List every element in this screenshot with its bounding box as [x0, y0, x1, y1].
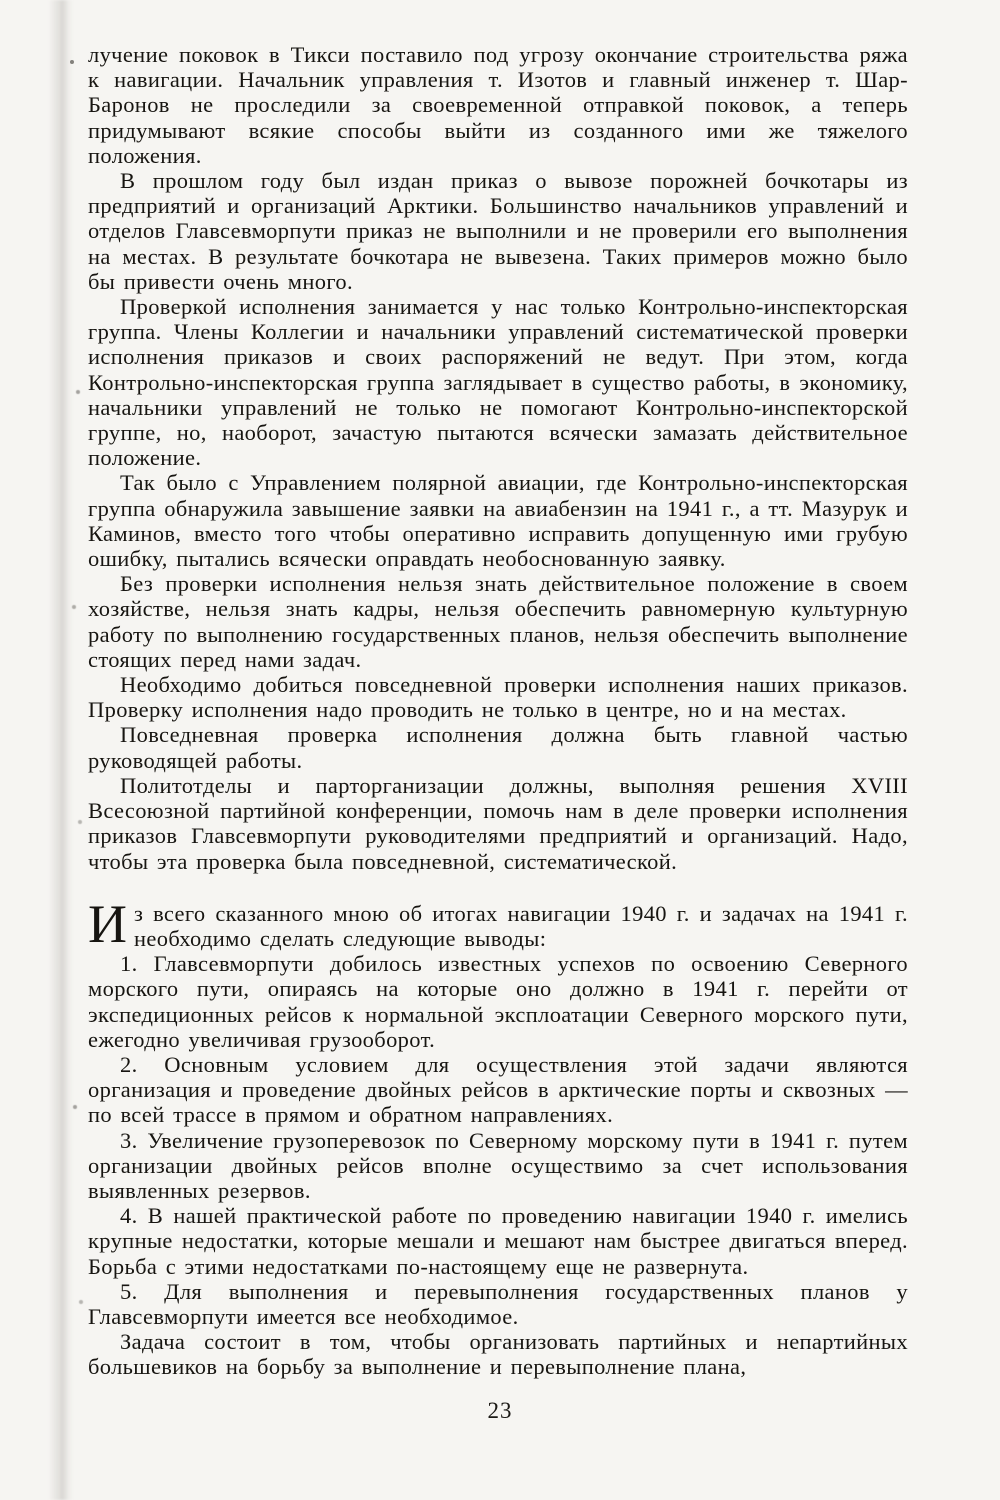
paragraph-continuation: лучение поковок в Тикси поставило под угрозу окончание строительства ряжа к навигации. Начальник управления т. Изотов и главный инженер т. Шар-Баронов не проследили за своевременной отправкой поковок, а теперь придумывают всякие способы выйти из созданного ими же тяжелого положения. [88, 42, 908, 168]
dropcap-letter: И [88, 893, 127, 954]
paragraph: Проверкой исполнения занимается у нас только Контрольно-инспекторская группа. Члены Коллегии и начальники управлений систематической проверки исполнения приказов и своих распоряжений не ведут. При этом, когда Контрольно-инспекторская группа заглядывает в существо работы, в экономику, начальники управлений не только не помогают Контрольно-инспекторской группе, но, наоборот, зачастую пытаются всячески замазать действительное положение. [88, 294, 908, 471]
paragraph: Необходимо добиться повседневной проверки исполнения наших приказов. Проверку исполнения надо проводить не только в центре, но и на местах. [88, 672, 908, 723]
conclusion-item-4: 4. В нашей практической работе по проведению навигации 1940 г. имелись крупные недостатки, которые мешали и мешают нам быстрее двигаться вперед. Борьба с этими недостатками по-настоящему еще не развернута. [88, 1203, 908, 1279]
section-intro-text: з всего сказанного мною об итогах навигации 1940 г. и задачах на 1941 г. необходимо сделать следующие выводы: [134, 900, 908, 951]
text-block [88, 42, 908, 1380]
paragraph: Повседневная проверка исполнения должна быть главной частью руководящей работы. [88, 722, 908, 773]
section-intro-paragraph [88, 893, 908, 954]
paragraph: Политотделы и парторганизации должны, выполняя решения XVIII Всесоюзной партийной конференции, помочь нам в деле проверки исполнения приказов Главсевморпути руководителями предприятий и организаций. Надо, чтобы эта проверка была повседневной, систематической. [88, 772, 908, 874]
scan-speckles [70, 60, 74, 64]
page-number: 23 [487, 1398, 513, 1423]
paragraph: Так было с Управлением полярной авиации, где Контрольно-инспекторская группа обнаружила завышение заявки на авиабензин на 1941 г., а тт. Мазурук и Каминов, вместо того чтобы оперативно исправить допущенную ими грубую ошибку, пытались всячески оправдать необоснованную заявку. [88, 470, 908, 572]
paragraph: В прошлом году был издан приказ о вывозе порожней бочкотары из предприятий и организаций Арктики. Большинство начальников управлений и отделов Главсевморпути приказ не выполнили и не проверили его выполнения на местах. В результате бочкотара не вывезена. Таких примеров можно было бы привести очень много. [88, 168, 908, 294]
conclusion-item-3: 3. Увеличение грузоперевозок по Северному морскому пути в 1941 г. путем организации двойных рейсов вполне осуществимо за счет использования выявленных резервов. [88, 1127, 908, 1203]
conclusion-item-2: 2. Основным условием для осуществления этой задачи являются организация и проведение двойных рейсов в арктические порты и сквозных — по всей трассе в прямом и обратном направлениях. [88, 1051, 908, 1128]
closing-paragraph: Задача состоит в том, чтобы организовать партийных и непартийных большевиков на борьбу за выполнение и перевыполнение плана, [88, 1329, 908, 1380]
conclusion-item-5: 5. Для выполнения и перевыполнения государственных планов у Главсевморпути имеется все необходимое. [88, 1278, 908, 1329]
section-break [88, 874, 908, 901]
paragraph: Без проверки исполнения нельзя знать действительное положение в своем хозяйстве, нельзя знать кадры, нельзя обеспечить равномерную культурную работу по выполнению государственных планов, нельзя обеспечить выполнение стоящих перед нами задач. [88, 571, 908, 672]
conclusion-item-1: 1. Главсевморпути добилось известных успехов по освоению Северного морского пути, опираясь на которые оно должно в 1941 г. перейти от экспедиционных рейсов к нормальной эксплоатации Северного морского пути, ежегодно увеличивая грузооборот. [88, 951, 908, 1052]
page-gutter-shadow [48, 0, 74, 1500]
